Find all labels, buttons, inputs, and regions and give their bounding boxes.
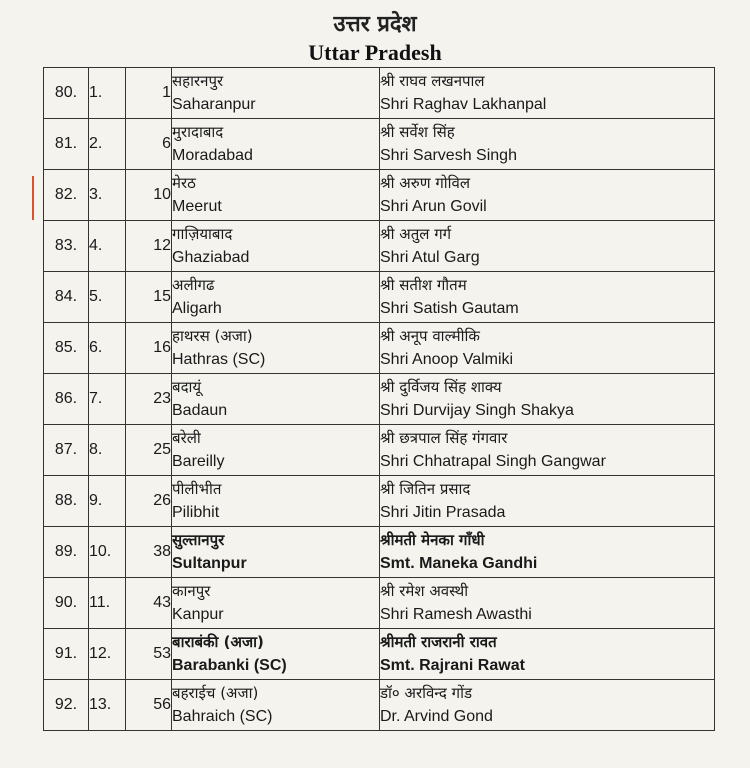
constituency-number: 23 xyxy=(126,374,172,425)
candidate-name-english: Shri Satish Gautam xyxy=(380,300,519,317)
table-row xyxy=(44,374,715,425)
constituency-name-english: Pilibhit xyxy=(172,504,220,521)
candidate-cell xyxy=(380,629,715,680)
constituency-cell xyxy=(172,221,380,272)
constituency-cell xyxy=(172,425,380,476)
candidate-cell xyxy=(380,374,715,425)
candidate-name-hindi: श्री जितिन प्रसाद xyxy=(380,480,471,498)
candidate-name-english: Shri Anoop Valmiki xyxy=(380,351,514,368)
table-row xyxy=(44,272,715,323)
candidate-name-hindi: श्री दुर्विजय सिंह शाक्य xyxy=(380,378,502,396)
state-serial-number: 5. xyxy=(89,272,126,323)
candidate-name-hindi: श्री रमेश अवस्थी xyxy=(380,582,469,600)
constituency-number: 15 xyxy=(126,272,172,323)
candidate-cell xyxy=(380,680,715,731)
table-row xyxy=(44,680,715,731)
constituency-name-english: Meerut xyxy=(172,198,222,215)
constituency-name-hindi: बाराबंकी (अजा) xyxy=(172,633,264,651)
serial-number: 90. xyxy=(44,578,89,629)
candidate-cell xyxy=(380,68,715,119)
constituency-number: 43 xyxy=(126,578,172,629)
candidate-name-english: Shri Chhatrapal Singh Gangwar xyxy=(380,453,606,470)
state-serial-number: 12. xyxy=(89,629,126,680)
serial-number: 89. xyxy=(44,527,89,578)
candidate-name-hindi: श्री अतुल गर्ग xyxy=(380,225,452,243)
margin-mark xyxy=(32,176,34,220)
candidate-name-hindi: श्रीमती राजरानी रावत xyxy=(380,633,497,651)
constituency-name-english: Bareilly xyxy=(172,453,225,470)
candidate-name-hindi: श्री सतीश गौतम xyxy=(380,276,467,294)
constituency-name-hindi: सुल्तानपुर xyxy=(172,531,225,549)
constituency-name-english: Kanpur xyxy=(172,606,224,623)
state-serial-number: 4. xyxy=(89,221,126,272)
constituency-name-hindi: पीलीभीत xyxy=(172,480,222,498)
constituency-cell xyxy=(172,629,380,680)
constituency-name-hindi: बहराईच (अजा) xyxy=(172,684,259,702)
table-row xyxy=(44,527,715,578)
constituency-number: 1 xyxy=(126,68,172,119)
constituency-cell xyxy=(172,374,380,425)
candidate-cell xyxy=(380,272,715,323)
candidate-name-english: Shri Raghav Lakhanpal xyxy=(380,96,547,113)
constituency-name-english: Bahraich (SC) xyxy=(172,708,273,725)
serial-number: 83. xyxy=(44,221,89,272)
candidate-cell xyxy=(380,476,715,527)
serial-number: 84. xyxy=(44,272,89,323)
candidate-name-english: Shri Jitin Prasada xyxy=(380,504,506,521)
candidate-name-english: Shri Durvijay Singh Shakya xyxy=(380,402,574,419)
candidate-cell xyxy=(380,425,715,476)
constituency-name-hindi: अलीगढ xyxy=(172,276,215,294)
candidate-cell xyxy=(380,527,715,578)
candidate-name-hindi: श्री सर्वेश सिंह xyxy=(380,123,455,141)
constituency-name-english: Sultanpur xyxy=(172,555,247,572)
constituency-cell xyxy=(172,527,380,578)
candidate-table-body xyxy=(44,68,715,731)
constituency-name-english: Hathras (SC) xyxy=(172,351,266,368)
constituency-name-hindi: कानपुर xyxy=(172,582,211,600)
serial-number: 85. xyxy=(44,323,89,374)
serial-number: 87. xyxy=(44,425,89,476)
page-title-english: Uttar Pradesh xyxy=(308,40,442,65)
candidate-name-hindi: श्री अनूप वाल्मीकि xyxy=(380,327,480,345)
candidate-cell xyxy=(380,119,715,170)
candidate-name-hindi: डॉ० अरविन्द गोंड xyxy=(380,684,473,702)
state-serial-number: 1. xyxy=(89,68,126,119)
table-row xyxy=(44,425,715,476)
constituency-name-hindi: बदायूं xyxy=(172,378,202,396)
candidate-name-english: Smt. Maneka Gandhi xyxy=(380,555,538,572)
constituency-name-hindi: बरेली xyxy=(172,429,201,447)
constituency-name-english: Moradabad xyxy=(172,147,253,164)
constituency-cell xyxy=(172,272,380,323)
table-row xyxy=(44,221,715,272)
candidate-name-hindi: श्री अरुण गोविल xyxy=(380,174,471,192)
state-serial-number: 6. xyxy=(89,323,126,374)
serial-number: 92. xyxy=(44,680,89,731)
candidate-name-english: Shri Ramesh Awasthi xyxy=(380,606,532,623)
constituency-name-english: Aligarh xyxy=(172,300,222,317)
serial-number: 86. xyxy=(44,374,89,425)
candidate-name-english: Shri Atul Garg xyxy=(380,249,480,266)
constituency-cell xyxy=(172,476,380,527)
table-row xyxy=(44,323,715,374)
constituency-cell xyxy=(172,68,380,119)
state-serial-number: 8. xyxy=(89,425,126,476)
constituency-name-english: Ghaziabad xyxy=(172,249,250,266)
constituency-number: 53 xyxy=(126,629,172,680)
candidate-name-english: Smt. Rajrani Rawat xyxy=(380,657,525,674)
candidate-name-hindi: श्रीमती मेनका गाँधी xyxy=(380,531,485,549)
candidate-table xyxy=(43,67,715,731)
candidate-name-english: Dr. Arvind Gond xyxy=(380,708,493,725)
table-row xyxy=(44,629,715,680)
constituency-name-english: Barabanki (SC) xyxy=(172,657,287,674)
candidate-cell xyxy=(380,323,715,374)
serial-number: 81. xyxy=(44,119,89,170)
constituency-number: 56 xyxy=(126,680,172,731)
constituency-number: 25 xyxy=(126,425,172,476)
candidate-name-english: Shri Arun Govil xyxy=(380,198,487,215)
constituency-cell xyxy=(172,323,380,374)
candidate-name-english: Shri Sarvesh Singh xyxy=(380,147,517,164)
serial-number: 88. xyxy=(44,476,89,527)
serial-number: 82. xyxy=(44,170,89,221)
serial-number: 80. xyxy=(44,68,89,119)
constituency-name-english: Badaun xyxy=(172,402,228,419)
serial-number: 91. xyxy=(44,629,89,680)
state-serial-number: 7. xyxy=(89,374,126,425)
constituency-cell xyxy=(172,170,380,221)
state-serial-number: 3. xyxy=(89,170,126,221)
constituency-number: 38 xyxy=(126,527,172,578)
constituency-number: 12 xyxy=(126,221,172,272)
constituency-number: 16 xyxy=(126,323,172,374)
page-title-hindi: उत्तर प्रदेश xyxy=(333,12,417,37)
state-serial-number: 9. xyxy=(89,476,126,527)
constituency-name-hindi: हाथरस (अजा) xyxy=(172,327,253,345)
constituency-name-hindi: सहारनपुर xyxy=(172,72,224,90)
table-row xyxy=(44,476,715,527)
state-serial-number: 13. xyxy=(89,680,126,731)
constituency-number: 6 xyxy=(126,119,172,170)
candidate-cell xyxy=(380,578,715,629)
constituency-number: 10 xyxy=(126,170,172,221)
candidate-name-hindi: श्री छत्रपाल सिंह गंगवार xyxy=(380,429,508,447)
state-serial-number: 11. xyxy=(89,578,126,629)
constituency-cell xyxy=(172,680,380,731)
table-row xyxy=(44,119,715,170)
table-row xyxy=(44,170,715,221)
table-row xyxy=(44,68,715,119)
constituency-name-hindi: मेरठ xyxy=(172,174,196,192)
constituency-cell xyxy=(172,578,380,629)
candidate-cell xyxy=(380,221,715,272)
constituency-cell xyxy=(172,119,380,170)
state-serial-number: 2. xyxy=(89,119,126,170)
constituency-name-hindi: गाज़ियाबाद xyxy=(172,225,233,243)
candidate-cell xyxy=(380,170,715,221)
state-serial-number: 10. xyxy=(89,527,126,578)
constituency-name-hindi: मुरादाबाद xyxy=(172,123,224,141)
constituency-number: 26 xyxy=(126,476,172,527)
constituency-name-english: Saharanpur xyxy=(172,96,256,113)
table-row xyxy=(44,578,715,629)
candidate-name-hindi: श्री राघव लखनपाल xyxy=(380,72,485,90)
